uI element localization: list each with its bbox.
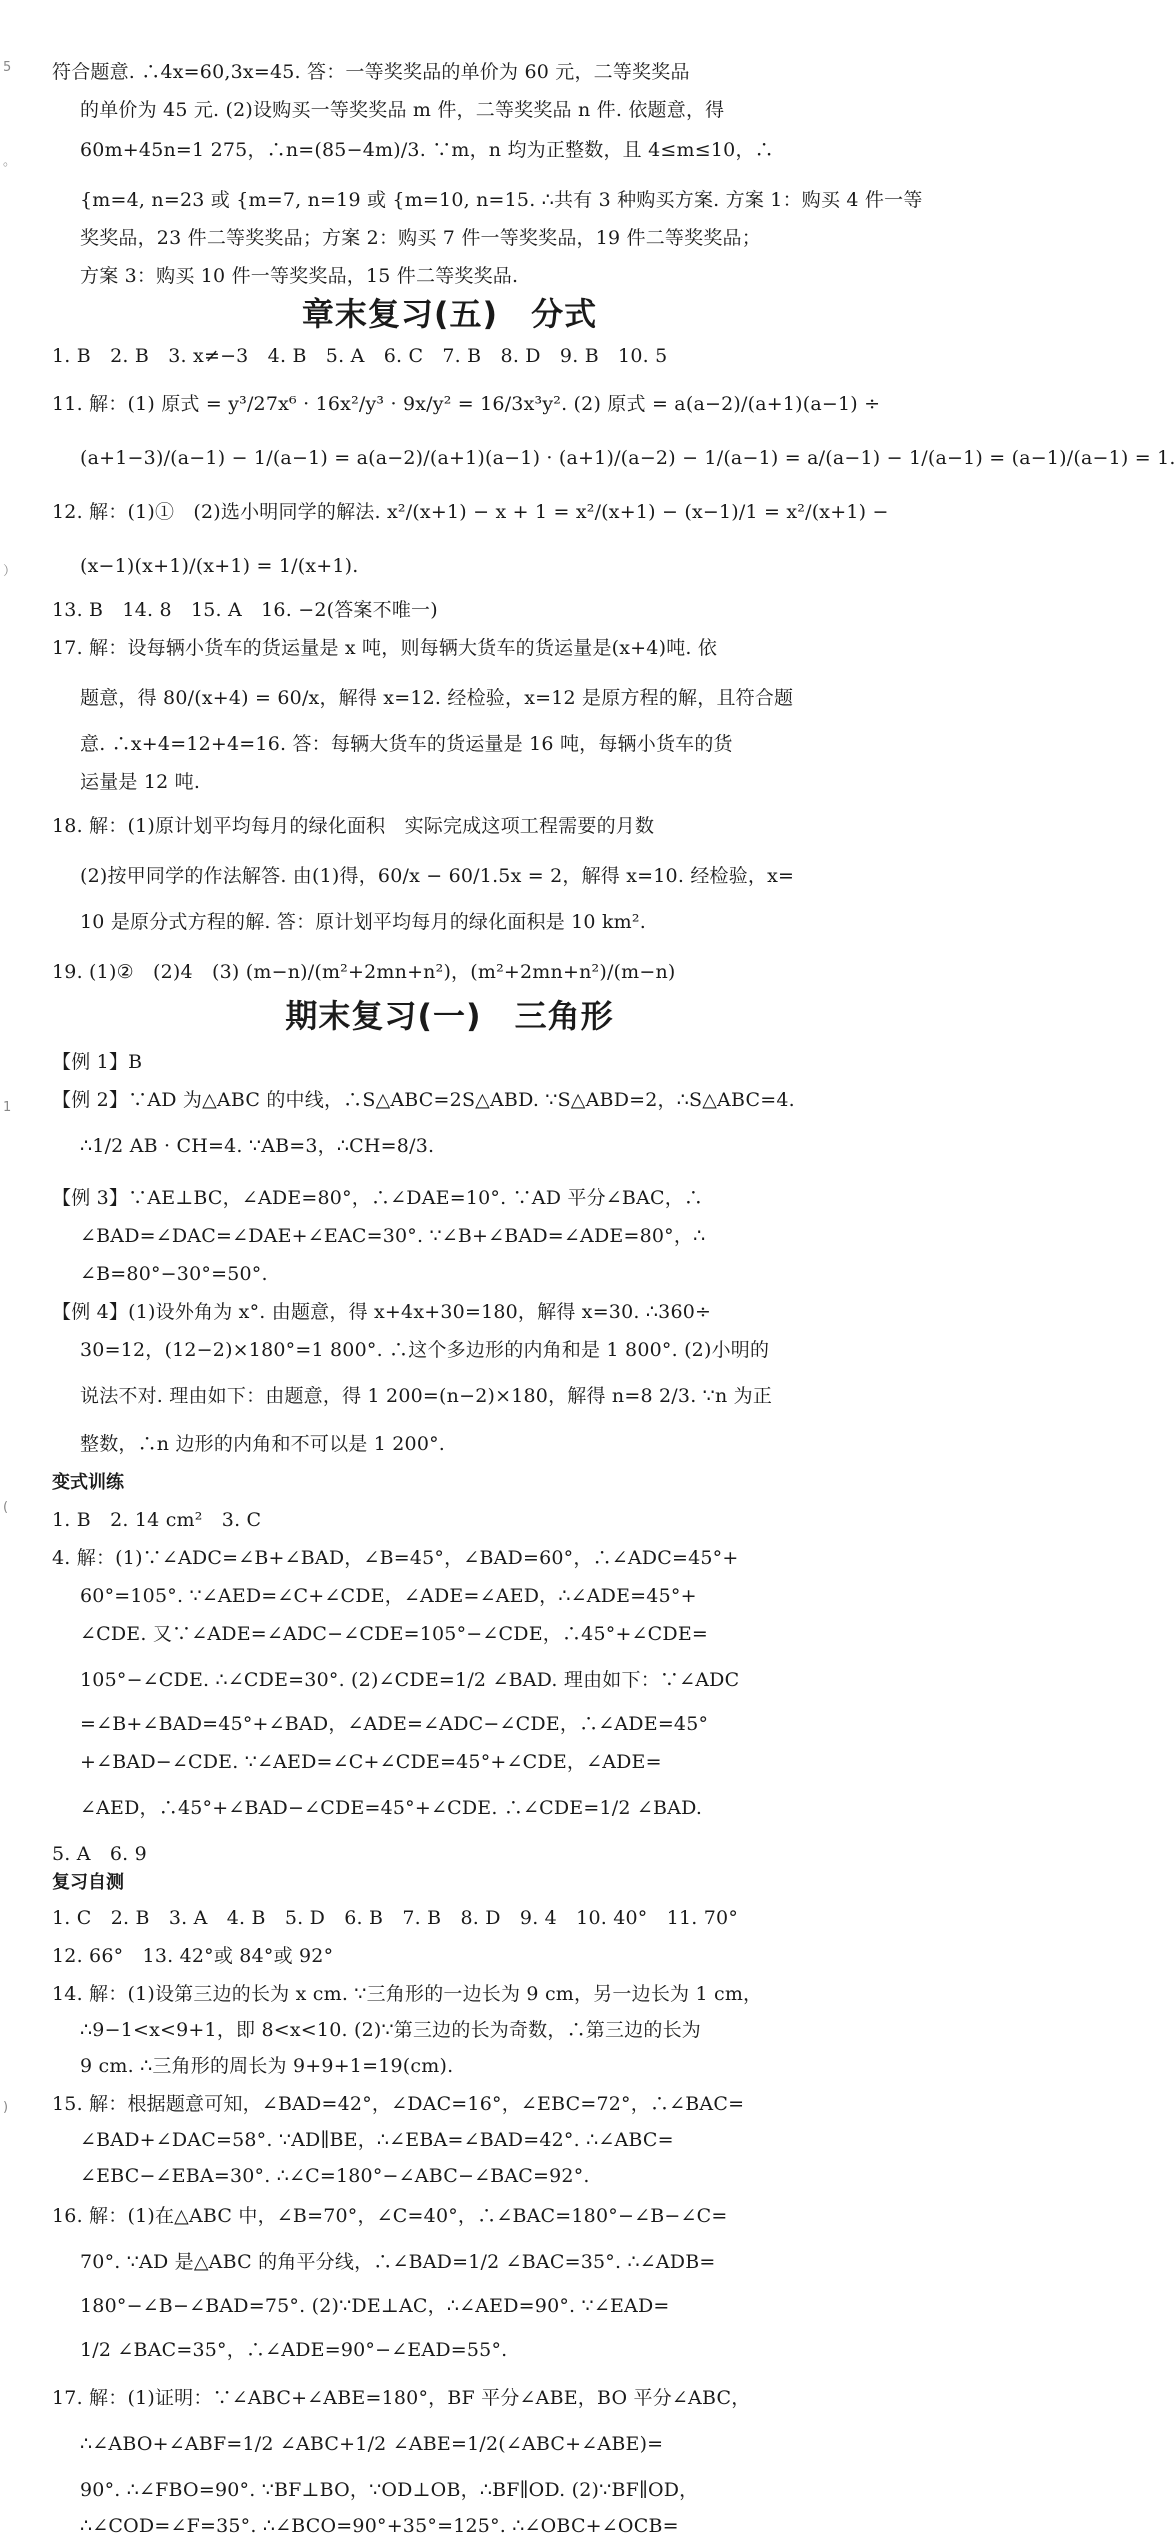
answer-line: (x−1)(x+1)/(x+1) = 1/(x+1). xyxy=(80,555,359,577)
answer-line: {m=4, n=23 或 {m=7, n=19 或 {m=10, n=15. ∴共有 3 种购买方案. 方案 1：购买 4 件一等 xyxy=(80,189,923,211)
answer-line: ∠EBC−∠EBA=30°. ∴∠C=180°−∠ABC−∠BAC=92°. xyxy=(80,2165,590,2187)
answer-line: 60°=105°. ∵∠AED=∠C+∠CDE，∠ADE=∠AED，∴∠ADE=45°+ xyxy=(80,1585,697,1607)
answer-line: 12. 66° 13. 42°或 84°或 92° xyxy=(52,1945,334,1967)
answer-line: 【例 2】∵AD 为△ABC 的中线，∴S△ABC=2S△ABD. ∵S△ABD=2，∴S△ABC=4. xyxy=(52,1089,795,1111)
answer-line: ∴∠COD=∠F=35°. ∴∠BCO=90°+35°=125°. ∴∠OBC+∠OCB= xyxy=(80,2515,679,2537)
answer-line: 【例 4】(1)设外角为 x°. 由题意，得 x+4x+30=180，解得 x=30. ∴360÷ xyxy=(52,1301,712,1323)
answer-line: 60m+45n=1 275，∴n=(85−4m)/3. ∵m，n 均为正整数，且 4≤m≤10，∴ xyxy=(80,139,774,161)
answer-line: 19. (1)② (2)4 (3) (m−n)/(m²+2mn+n²)，(m²+2mn+n²)/(m−n) xyxy=(52,961,676,983)
answer-line: 13. B 14. 8 15. A 16. −2(答案不唯一) xyxy=(52,599,438,621)
answer-line: (a+1−3)/(a−1) − 1/(a−1) = a(a−2)/(a+1)(a−1) · (a+1)/(a−2) − 1/(a−1) = a/(a−1) − 1/(a−1) = (a−1)/(a−1) = 1. xyxy=(80,447,1176,469)
answer-line: ∠BAD+∠DAC=58°. ∵AD∥BE，∴∠EBA=∠BAD=42°. ∴∠ABC= xyxy=(80,2129,674,2151)
answer-line: ∠BAD=∠DAC=∠DAE+∠EAC=30°. ∵∠B+∠BAD=∠ADE=80°，∴ xyxy=(80,1225,706,1247)
answer-line: 运量是 12 吨. xyxy=(80,771,201,793)
answer-line: 意. ∴x+4=12+4=16. 答：每辆大货车的货运量是 16 吨，每辆小货车的货 xyxy=(80,733,733,755)
section-heading: 章末复习(五) 分式 xyxy=(301,295,598,333)
answer-line: 方案 3：购买 10 件一等奖奖品，15 件二等奖奖品. xyxy=(80,265,519,287)
answer-line: 【例 3】∵AE⊥BC，∠ADE=80°，∴∠DAE=10°. ∵AD 平分∠BAC，∴ xyxy=(52,1187,704,1209)
answer-line: 14. 解：(1)设第三边的长为 x cm. ∵三角形的一边长为 9 cm，另一边长为 1 cm， xyxy=(52,1983,763,2005)
answer-line: 16. 解：(1)在△ABC 中，∠B=70°，∠C=40°，∴∠BAC=180°−∠B−∠C= xyxy=(52,2205,728,2227)
answer-line: 30=12，(12−2)×180°=1 800°. ∴这个多边形的内角和是 1 800°. (2)小明的 xyxy=(80,1339,770,1361)
answer-line: ∠B=80°−30°=50°. xyxy=(80,1263,268,1285)
answer-line: 【例 1】B xyxy=(52,1051,143,1073)
answer-line: 整数，∴n 边形的内角和不可以是 1 200°. xyxy=(80,1433,446,1455)
answer-line: ∠CDE. 又∵∠ADE=∠ADC−∠CDE=105°−∠CDE，∴45°+∠CDE= xyxy=(80,1623,709,1645)
subsection-heading: 复习自测 xyxy=(52,1872,124,1893)
answer-line: +∠BAD−∠CDE. ∵∠AED=∠C+∠CDE=45°+∠CDE，∠ADE= xyxy=(80,1751,662,1773)
answer-line: 4. 解：(1)∵∠ADC=∠B+∠BAD，∠B=45°，∠BAD=60°，∴∠ADC=45°+ xyxy=(52,1547,739,1569)
answer-line: 符合题意. ∴4x=60,3x=45. 答：一等奖奖品的单价为 60 元，二等奖奖品 xyxy=(52,61,690,83)
answer-line: 1. B 2. B 3. x≠−3 4. B 5. A 6. C 7. B 8. D 9. B 10. 5 xyxy=(52,345,668,367)
answer-line: ∴∠ABO+∠ABF=1/2 ∠ABC+1/2 ∠ABE=1/2(∠ABC+∠ABE)= xyxy=(80,2433,664,2455)
answer-line: ∴1/2 AB · CH=4. ∵AB=3，∴CH=8/3. xyxy=(80,1135,435,1157)
answer-line: 12. 解：(1)① (2)选小明同学的解法. x²/(x+1) − x + 1 = x²/(x+1) − (x−1)/1 = x²/(x+1) − xyxy=(52,501,889,523)
answer-line: 1. C 2. B 3. A 4. B 5. D 6. B 7. B 8. D 9. 4 10. 40° 11. 70° xyxy=(52,1907,739,1929)
answer-line: 1/2 ∠BAC=35°，∴∠ADE=90°−∠EAD=55°. xyxy=(80,2339,508,2361)
answer-line: 17. 解：(1)证明：∵∠ABC+∠ABE=180°，BF 平分∠ABE，BO 平分∠ABC， xyxy=(52,2387,751,2409)
answer-line: 1. B 2. 14 cm² 3. C xyxy=(52,1509,262,1531)
answer-line: =∠B+∠BAD=45°+∠BAD，∠ADE=∠ADC−∠CDE，∴∠ADE=45° xyxy=(80,1713,709,1735)
answer-line: ∠AED，∴45°+∠BAD−∠CDE=45°+∠CDE. ∴∠CDE=1/2 ∠BAD. xyxy=(80,1797,703,1819)
subsection-heading: 变式训练 xyxy=(52,1472,124,1493)
answer-line: 奖奖品，23 件二等奖奖品；方案 2：购买 7 件一等奖奖品，19 件二等奖奖品； xyxy=(80,227,761,249)
answer-line: 的单价为 45 元. (2)设购买一等奖奖品 m 件，二等奖奖品 n 件. 依题意，得 xyxy=(80,99,725,121)
answer-line: 17. 解：设每辆小货车的货运量是 x 吨，则每辆大货车的货运量是(x+4)吨. 依 xyxy=(52,637,718,659)
answer-line: (2)按甲同学的作法解答. 由(1)得，60/x − 60/1.5x = 2，解得 x=10. 经检验，x= xyxy=(80,865,795,887)
answer-line: 题意，得 80/(x+4) = 60/x，解得 x=12. 经检验，x=12 是原方程的解，且符合题 xyxy=(80,687,794,709)
answer-line: 11. 解：(1) 原式 = y³/27x⁶ · 16x²/y³ · 9x/y² = 16/3x³y². (2) 原式 = a(a−2)/(a+1)(a−1) ÷ xyxy=(52,393,881,415)
answer-line: ∴9−1<x<9+1，即 8<x<10. (2)∵第三边的长为奇数，∴第三边的长为 xyxy=(80,2019,701,2041)
answer-line: 18. 解：(1)原计划平均每月的绿化面积 实际完成这项工程需要的月数 xyxy=(52,815,655,837)
section-heading: 期末复习(一) 三角形 xyxy=(285,997,614,1035)
answer-line: 9 cm. ∴三角形的周长为 9+9+1=19(cm). xyxy=(80,2055,454,2077)
answer-line: 90°. ∴∠FBO=90°. ∵BF⊥BO，∵OD⊥OB，∴BF∥OD. (2)∵BF∥OD， xyxy=(80,2479,699,2501)
answer-line: 5. A 6. 9 xyxy=(52,1843,147,1865)
answer-line: 180°−∠B−∠BAD=75°. (2)∵DE⊥AC，∴∠AED=90°. ∵∠EAD= xyxy=(80,2295,670,2317)
answer-line: 15. 解：根据题意可知，∠BAD=42°，∠DAC=16°，∠EBC=72°，∴∠BAC= xyxy=(52,2093,745,2115)
answer-line: 105°−∠CDE. ∴∠CDE=30°. (2)∠CDE=1/2 ∠BAD. 理由如下：∵∠ADC xyxy=(80,1669,740,1691)
answer-line: 说法不对. 理由如下：由题意，得 1 200=(n−2)×180，解得 n=8 2/3. ∵n 为正 xyxy=(80,1385,773,1407)
answer-line: 10 是原分式方程的解. 答：原计划平均每月的绿化面积是 10 km². xyxy=(80,911,646,933)
answer-line: 70°. ∵AD 是△ABC 的角平分线，∴∠BAD=1/2 ∠BAC=35°. ∴∠ADB= xyxy=(80,2251,716,2273)
page-edge-margin: 5 。 ） 1 ( ) xyxy=(3,60,17,2115)
